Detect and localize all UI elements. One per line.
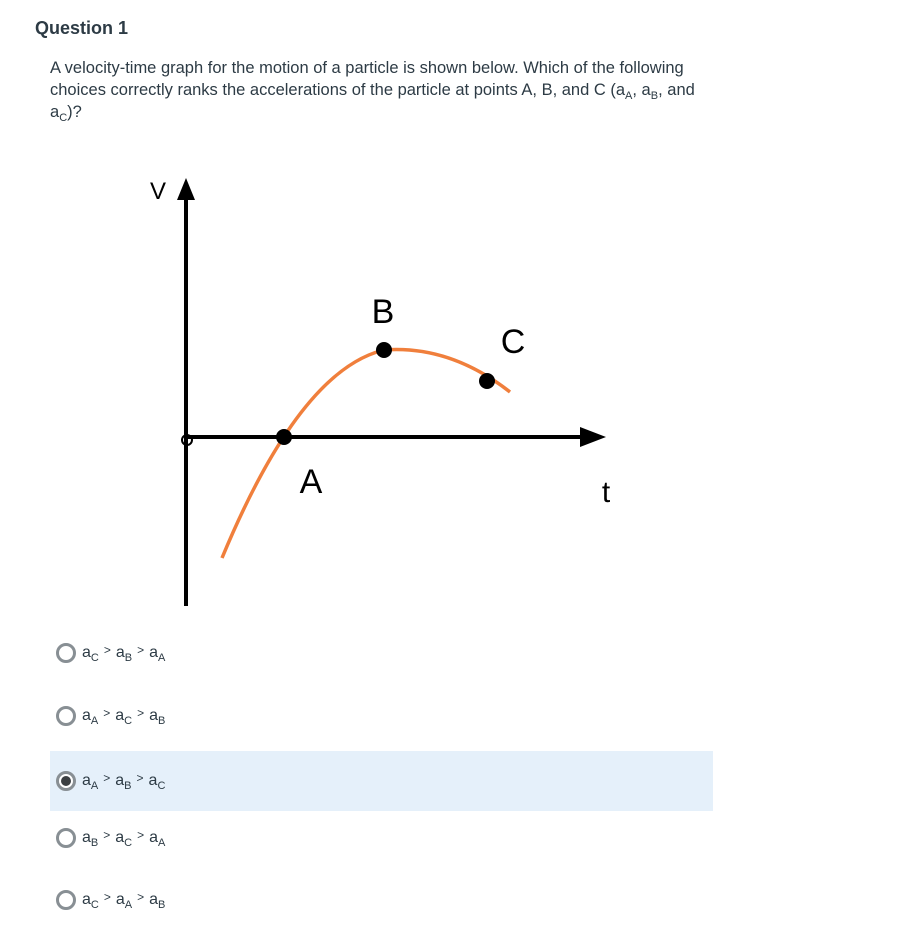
- accel-symbol: a: [82, 772, 91, 789]
- greater-than: >: [137, 706, 145, 720]
- accel-symbol: a: [115, 829, 125, 846]
- greater-than: >: [136, 771, 144, 785]
- t-axis-label: t: [601, 476, 611, 509]
- t-axis-arrow: [580, 427, 606, 447]
- radio-button[interactable]: [56, 890, 76, 910]
- accel-symbol: a: [115, 772, 125, 789]
- accel-subscript: A: [90, 780, 99, 792]
- point-a-label: A: [299, 463, 323, 501]
- prompt-text: )?: [67, 103, 82, 121]
- greater-than: >: [137, 643, 145, 657]
- point-c-marker: [479, 373, 495, 389]
- accel-term: [115, 772, 131, 790]
- radio-button[interactable]: [56, 771, 76, 791]
- accel-term: [116, 891, 132, 909]
- answer-option[interactable]: [50, 808, 713, 868]
- radio-button[interactable]: [56, 706, 76, 726]
- accel-subscript: B: [90, 837, 99, 849]
- accel-symbol: a: [149, 829, 159, 846]
- accel-symbol: a: [115, 644, 125, 661]
- accel-symbol: a: [149, 707, 159, 724]
- accel-subscript: A: [158, 652, 166, 664]
- accel-subscript: A: [158, 837, 166, 849]
- accel-subscript: A: [124, 899, 133, 911]
- accel-symbol: a: [115, 707, 125, 724]
- accel-symbol: a: [82, 707, 91, 724]
- accel-term: [149, 644, 165, 662]
- accel-subscript: B: [124, 652, 133, 664]
- accel-subscript: B: [158, 899, 166, 911]
- prompt-sub: C: [59, 112, 68, 124]
- answer-option[interactable]: [50, 870, 713, 930]
- accel-symbol: a: [148, 772, 158, 789]
- accel-term: [149, 829, 165, 847]
- prompt-text: , and a: [50, 81, 695, 121]
- prompt-text: A velocity-time graph for the motion of a particle is shown below. Which of the following choices correctly ranks the accelerations of the particle at points A, B, and C (a: [50, 59, 684, 99]
- accel-subscript: C: [157, 780, 166, 792]
- accel-subscript: C: [90, 899, 99, 911]
- greater-than: >: [137, 828, 145, 842]
- point-a-marker: [276, 429, 292, 445]
- accel-symbol: a: [115, 891, 125, 908]
- accel-term: [82, 707, 98, 725]
- question-title: Question 1: [35, 18, 129, 38]
- velocity-curve: [222, 350, 510, 558]
- accel-subscript: C: [124, 715, 133, 727]
- prompt-sub: A: [625, 90, 633, 102]
- point-b-marker: [376, 342, 392, 358]
- accel-symbol: a: [82, 891, 91, 908]
- accel-term: [82, 772, 98, 790]
- accel-subscript: C: [90, 652, 99, 664]
- radio-button[interactable]: [56, 828, 76, 848]
- accel-term: [115, 829, 132, 847]
- accel-subscript: B: [158, 715, 166, 727]
- answer-option[interactable]: [50, 751, 713, 811]
- accel-term: [149, 707, 165, 725]
- accel-subscript: A: [90, 715, 99, 727]
- greater-than: >: [103, 771, 111, 785]
- radio-selected-dot: [61, 776, 71, 786]
- greater-than: >: [103, 643, 111, 657]
- answer-option[interactable]: [50, 623, 713, 683]
- greater-than: >: [103, 890, 111, 904]
- point-c-label: C: [500, 323, 526, 361]
- accel-symbol: a: [149, 644, 159, 661]
- accel-term: [149, 772, 166, 790]
- accel-symbol: a: [82, 644, 91, 661]
- accel-symbol: a: [149, 891, 159, 908]
- v-axis-label: V: [149, 178, 167, 205]
- greater-than: >: [103, 828, 111, 842]
- accel-term: [149, 891, 165, 909]
- point-b-label: B: [371, 293, 395, 331]
- greater-than: >: [137, 890, 145, 904]
- accel-subscript: C: [124, 837, 133, 849]
- radio-button[interactable]: [56, 643, 76, 663]
- accel-term: [82, 644, 99, 662]
- accel-term: [82, 891, 99, 909]
- prompt-text: , a: [632, 81, 651, 99]
- accel-term: [82, 829, 98, 847]
- accel-subscript: B: [124, 780, 132, 792]
- greater-than: >: [103, 706, 111, 720]
- accel-symbol: a: [82, 829, 91, 846]
- accel-term: [115, 707, 132, 725]
- v-axis-arrow: [177, 178, 195, 200]
- answer-option[interactable]: [50, 686, 713, 746]
- prompt-sub: B: [650, 90, 659, 102]
- accel-term: [116, 644, 132, 662]
